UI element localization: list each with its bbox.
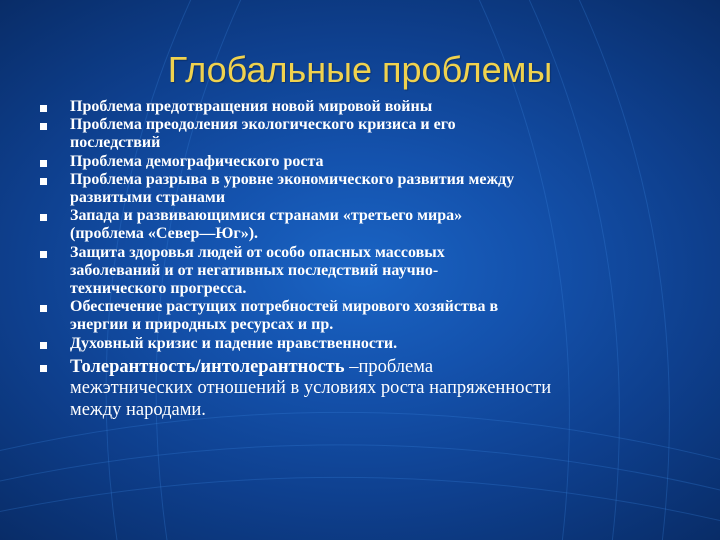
square-bullet-icon — [40, 365, 47, 372]
item-line: Проблема демографического роста — [70, 152, 324, 170]
emphasis-term: Толерантность/интолерантность — [70, 356, 345, 377]
square-bullet-icon — [40, 251, 47, 258]
list-item — [40, 116, 680, 152]
list-item — [40, 335, 680, 353]
list-item — [40, 244, 680, 299]
square-bullet-icon — [40, 342, 47, 349]
list-item — [40, 153, 680, 171]
item-line: технического прогресса. — [70, 280, 247, 298]
item-line: Проблема преодоления экологического кризиса и его — [70, 116, 456, 134]
item-line: Проблема предотвращения новой мировой войны — [70, 98, 433, 115]
item-line: последствий — [70, 134, 161, 152]
item-line: Запада и развивающимися странами «третьего мира» — [70, 207, 463, 225]
item-line: заболеваний и от негативных последствий научно- — [70, 261, 439, 279]
square-bullet-icon — [40, 123, 47, 130]
list-item — [40, 98, 680, 116]
item-line: развитыми странами — [70, 189, 226, 207]
square-bullet-icon — [40, 305, 47, 312]
slide-title: Глобальные проблемы — [167, 49, 553, 90]
list-item — [40, 171, 680, 207]
item-line: энергии и природных ресурсах и пр. — [70, 316, 334, 334]
square-bullet-icon — [40, 160, 47, 167]
problem-list — [40, 98, 680, 421]
list-item — [40, 298, 680, 334]
list-item-tolerance — [40, 357, 680, 422]
item-line: межэтнических отношений в условиях роста напряженности — [70, 378, 552, 399]
square-bullet-icon — [40, 178, 47, 185]
item-line: (проблема «Север—Юг»). — [70, 225, 259, 243]
item-line: Проблема разрыва в уровне экономического развития между — [70, 170, 515, 188]
square-bullet-icon — [40, 105, 47, 112]
item-line: Духовный кризис и падение нравственности. — [70, 334, 398, 352]
item-line: Защита здоровья людей от особо опасных массовых — [70, 243, 445, 261]
square-bullet-icon — [40, 214, 47, 221]
item-line: между народами. — [70, 399, 206, 420]
item-line: –проблема — [344, 356, 434, 377]
item-line: Обеспечение растущих потребностей мирового хозяйства в — [70, 298, 499, 316]
list-item — [40, 207, 680, 243]
